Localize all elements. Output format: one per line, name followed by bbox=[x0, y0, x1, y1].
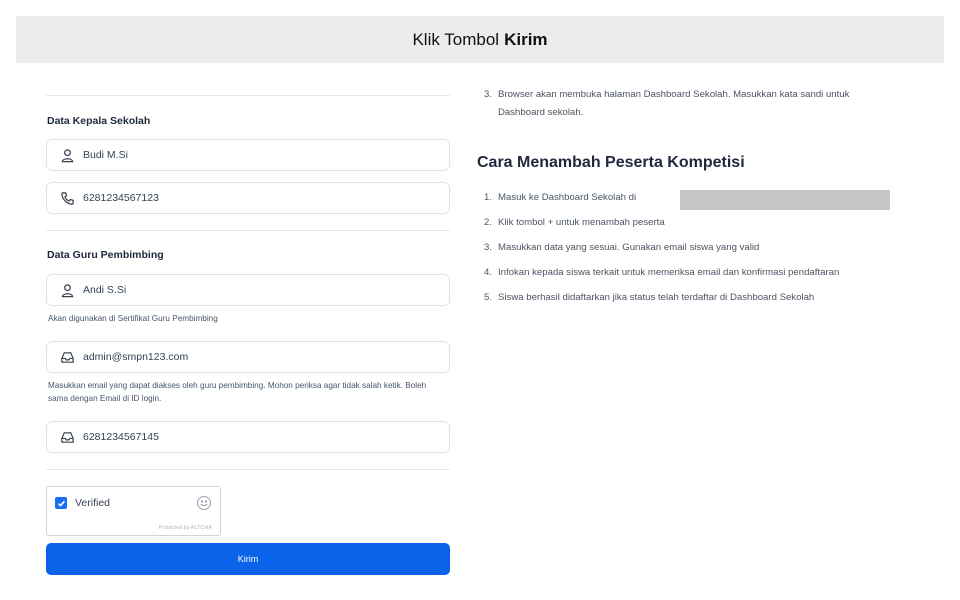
list-item bbox=[484, 267, 904, 292]
guru-email-value: admin@smpn123.com bbox=[83, 351, 189, 363]
section-title-guru: Data Guru Pembimbing bbox=[47, 249, 164, 261]
verified-label: Verified bbox=[75, 497, 111, 509]
guru-name-help: Akan digunakan di Sertifikat Guru Pembimbing bbox=[48, 314, 218, 323]
guru-name-value: Andi S.Si bbox=[83, 284, 127, 296]
kepala-phone-value: 6281234567123 bbox=[83, 192, 159, 204]
divider-bottom bbox=[46, 469, 450, 470]
inbox-icon bbox=[59, 429, 75, 445]
guru-phone-field[interactable] bbox=[46, 421, 450, 453]
altcha-widget[interactable] bbox=[46, 486, 221, 536]
kirim-button[interactable]: Kirim bbox=[46, 543, 450, 575]
list-item bbox=[484, 292, 904, 317]
guru-phone-value: 6281234567145 bbox=[83, 431, 159, 443]
step-text: Infokan kepada siswa terkait untuk memeriksa email dan konfirmasi pendaftaran bbox=[498, 267, 840, 278]
step-number: 3. bbox=[484, 242, 493, 253]
divider-top bbox=[46, 95, 450, 96]
altcha-protected-text: Protected by ALTCHA bbox=[158, 525, 212, 531]
user-icon bbox=[59, 282, 75, 298]
kepala-name-value: Budi M.Si bbox=[83, 149, 128, 161]
guru-name-field[interactable] bbox=[46, 274, 450, 306]
redacted-link[interactable] bbox=[680, 190, 890, 210]
step-number: 3. bbox=[484, 89, 493, 100]
inbox-icon bbox=[59, 349, 75, 365]
instruction-banner bbox=[16, 16, 944, 63]
guru-email-field[interactable] bbox=[46, 341, 450, 373]
step-number: 1. bbox=[484, 192, 493, 203]
banner-text: Klik Tombol bbox=[412, 29, 500, 49]
step-number: 5. bbox=[484, 292, 493, 303]
section-title-kepala: Data Kepala Sekolah bbox=[47, 115, 151, 127]
verified-checkbox[interactable] bbox=[55, 497, 67, 509]
user-icon bbox=[59, 147, 75, 163]
step-text: Masuk ke Dashboard Sekolah di bbox=[498, 192, 637, 203]
step-text: Siswa berhasil didaftarkan jika status telah terdaftar di Dashboard Sekolah bbox=[498, 292, 815, 303]
divider-middle bbox=[46, 230, 450, 231]
phone-icon bbox=[59, 190, 75, 206]
step-text: Klik tombol + untuk menambah peserta bbox=[498, 217, 665, 228]
step-text: Masukkan data yang sesuai. Gunakan email siswa yang valid bbox=[498, 242, 760, 253]
list-item bbox=[484, 217, 904, 242]
steps-list bbox=[484, 192, 904, 317]
kepala-phone-field[interactable] bbox=[46, 182, 450, 214]
banner-bold-text: Kirim bbox=[504, 29, 548, 49]
step-number: 4. bbox=[484, 267, 493, 278]
step-3-login-text bbox=[484, 86, 884, 122]
step-number: 2. bbox=[484, 217, 493, 228]
section-title-cara-menambah: Cara Menambah Peserta Kompetisi bbox=[477, 154, 745, 171]
guru-email-help: Masukkan email yang dapat diakses oleh guru pembimbing. Mohon periksa agar tidak salah ketik. Boleh sama dengan Email di ID login. bbox=[48, 381, 427, 403]
list-item bbox=[484, 242, 904, 267]
altcha-logo-icon bbox=[196, 495, 212, 511]
step-text: Browser akan membuka halaman Dashboard Sekolah. Masukkan kata sandi untuk Dashboard sekolah. bbox=[498, 89, 850, 118]
kepala-name-field[interactable] bbox=[46, 139, 450, 171]
